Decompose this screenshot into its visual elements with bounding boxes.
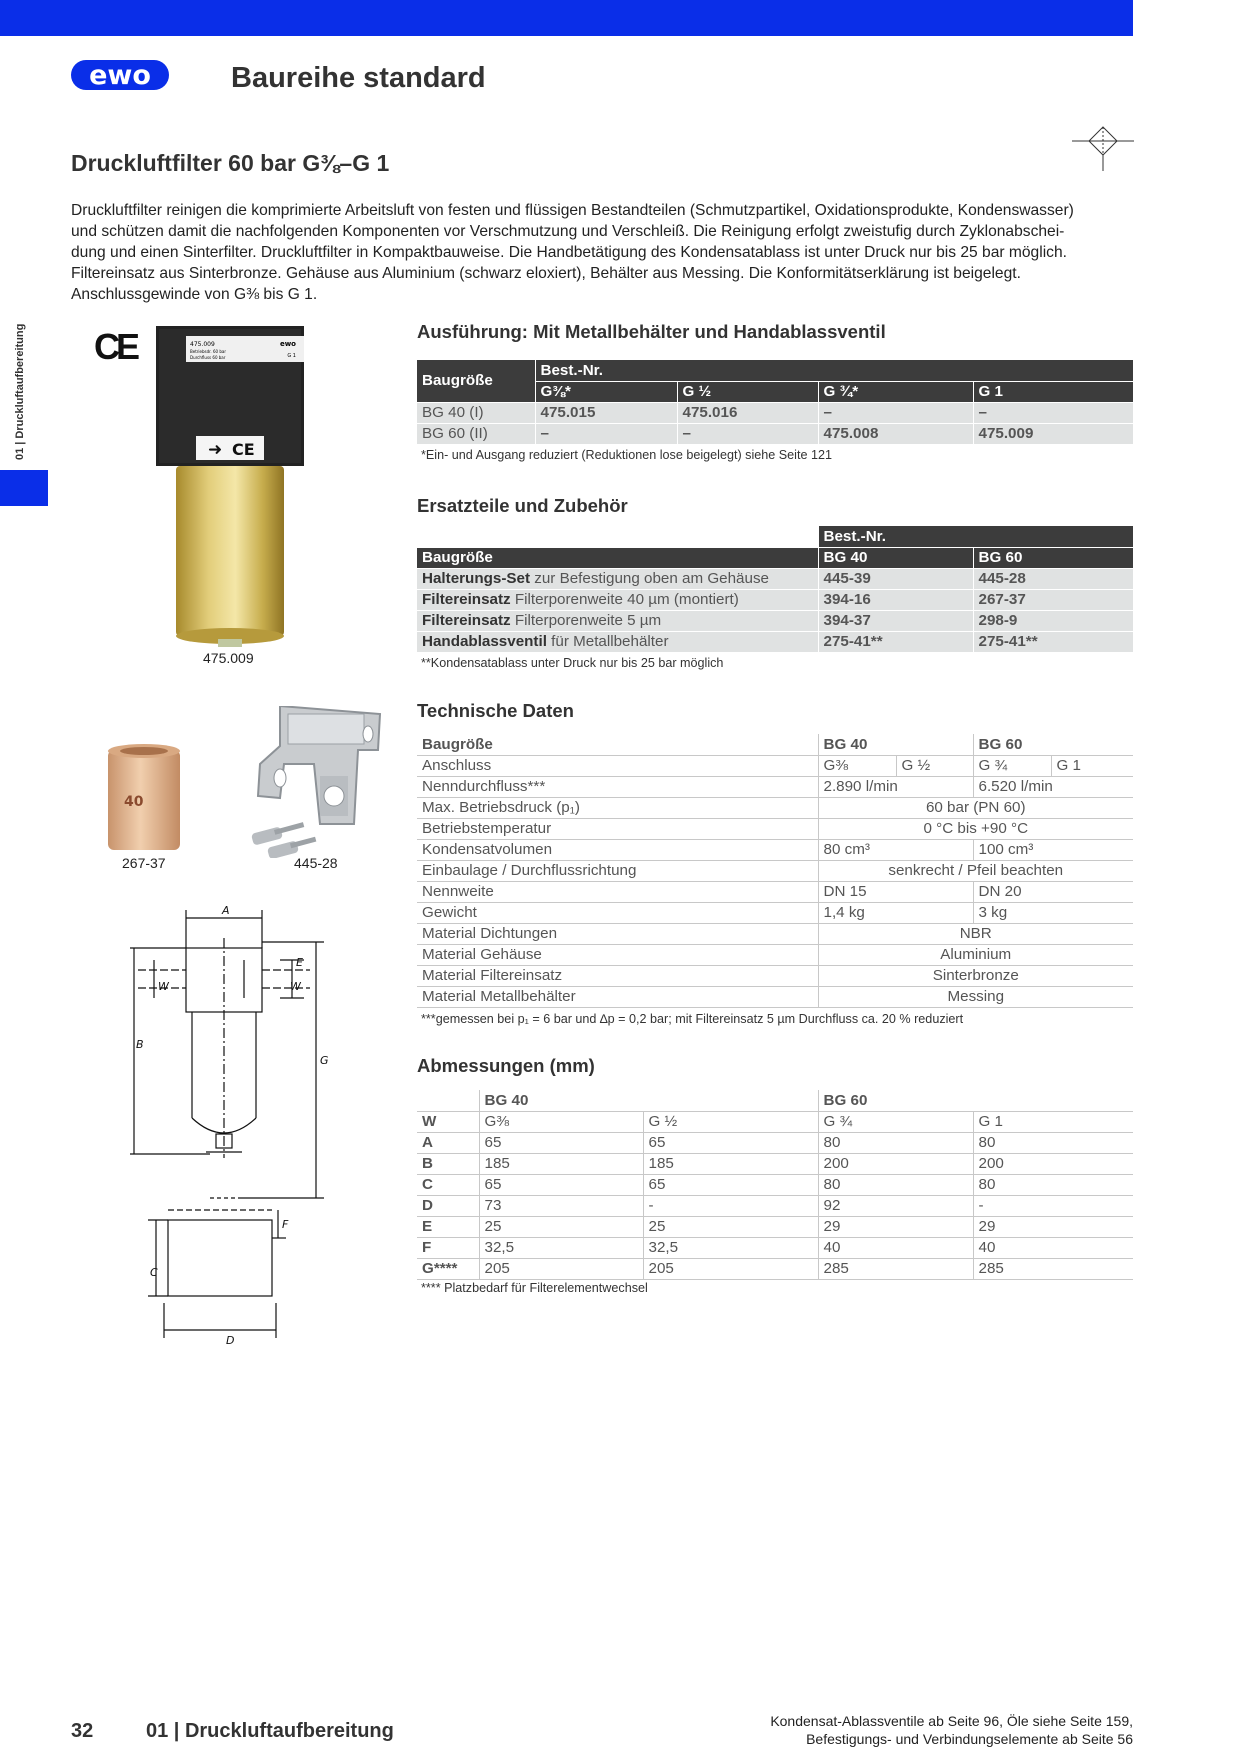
- dimension-label: F: [417, 1237, 479, 1258]
- table-row: [417, 1195, 1133, 1216]
- dimension-value: 25: [479, 1216, 643, 1237]
- table-row: [417, 1237, 1133, 1258]
- dimension-label: W: [417, 1111, 479, 1132]
- table-row: [417, 1111, 1133, 1132]
- filter-label-text: Durchfluss 60 bar: [190, 355, 226, 360]
- tech-label: Material Filtereinsatz: [417, 965, 818, 986]
- table-row: [417, 944, 1133, 965]
- ersatzteile-table: [417, 526, 1133, 653]
- order-cell: 445-28: [973, 568, 1133, 589]
- dimension-label: B: [417, 1153, 479, 1174]
- part-desc: Filterporenweite 5 µm: [514, 612, 662, 629]
- dimension-value: 205: [479, 1258, 643, 1279]
- dimension-value: 200: [973, 1153, 1133, 1174]
- table-row: [417, 423, 1133, 444]
- ersatzteile-note: **Kondensatablass unter Druck nur bis 25 bar möglich: [421, 656, 724, 670]
- description-line: Filtereinsatz aus Sinterbronze. Gehäuse aus Aluminium (schwarz eloxiert), Behälter aus Messing. Die Konformitätserklärung ist beigelegt.: [71, 265, 1021, 282]
- table-row: [417, 986, 1133, 1007]
- dimension-label-w: W: [158, 980, 169, 993]
- dimension-label: D: [417, 1195, 479, 1216]
- footer-chapter: 01 | Druckluftaufbereitung: [146, 1720, 394, 1742]
- abmessungen-note: **** Platzbedarf für Filterelementwechsel: [421, 1281, 648, 1295]
- tech-label: Material Metallbehälter: [417, 986, 818, 1007]
- ausfuehrung-note: *Ein- und Ausgang reduziert (Reduktionen lose beigelegt) siehe Seite 121: [421, 448, 832, 462]
- thread-header: G ¾*: [818, 381, 973, 402]
- tech-value: 3 kg: [973, 902, 1133, 923]
- dimension-label-a: A: [222, 904, 230, 917]
- dimension-label: C: [417, 1174, 479, 1195]
- col-bg40-header: BG 40: [818, 734, 973, 755]
- dimension-label-e: E: [296, 956, 303, 969]
- filter-image-caption: 475.009: [203, 650, 254, 666]
- order-cell: 275-41**: [818, 631, 973, 652]
- dimension-value: G ¾: [818, 1111, 973, 1132]
- part-desc: für Metallbehälter: [551, 633, 669, 650]
- filter-arrow: ➜: [208, 440, 223, 460]
- part-name: Filtereinsatz: [422, 591, 511, 608]
- order-cell: 475.008: [818, 423, 973, 444]
- dimension-value: 25: [643, 1216, 818, 1237]
- thread-header: G 1: [973, 381, 1133, 402]
- order-cell: 475.016: [677, 402, 818, 423]
- tech-value: G 1: [1051, 755, 1133, 776]
- dimension-label-w: W: [290, 980, 301, 993]
- side-chapter-marker: [0, 470, 48, 506]
- description-line: dung und einen Sinterfilter. Druckluftfilter in Kompaktbauweise. Die Handbetätigung des Kondensatablass ist unter Druck nur bis 25 bar möglich.: [71, 244, 1067, 261]
- col-bg40-header: BG 40: [479, 1090, 818, 1111]
- page-number: 32: [71, 1720, 94, 1742]
- table-row: [417, 1258, 1133, 1279]
- dimension-label-d: D: [226, 1334, 235, 1347]
- tech-value: 0 °C bis +90 °C: [818, 818, 1133, 839]
- dimension-label: G****: [417, 1258, 479, 1279]
- dimension-value: G 1: [973, 1111, 1133, 1132]
- order-cell: 475.015: [535, 402, 677, 423]
- order-cell: 275-41**: [973, 631, 1133, 652]
- dimension-value: 32,5: [643, 1237, 818, 1258]
- dimension-value: 65: [479, 1132, 643, 1153]
- order-cell: –: [973, 402, 1133, 423]
- dimension-value: -: [643, 1195, 818, 1216]
- technik-heading: Technische Daten: [417, 700, 574, 721]
- tech-value: G⅜: [818, 755, 896, 776]
- table-header-row: [417, 526, 1133, 547]
- dimension-value: 32,5: [479, 1237, 643, 1258]
- table-row: [417, 1174, 1133, 1195]
- dimension-value: 29: [818, 1216, 973, 1237]
- dimension-value: 92: [818, 1195, 973, 1216]
- ce-mark: CE: [94, 326, 137, 367]
- tech-label: Gewicht: [417, 902, 818, 923]
- dimension-value: 65: [643, 1174, 818, 1195]
- filter-symbol-icon: [1072, 125, 1134, 171]
- table-row: [417, 1216, 1133, 1237]
- product-description: [71, 200, 1133, 305]
- part-name: Handablassventil: [422, 633, 547, 650]
- tech-value: DN 15: [818, 881, 973, 902]
- technik-table: [417, 734, 1133, 1008]
- table-row: [417, 1132, 1133, 1153]
- dimension-value: 200: [818, 1153, 973, 1174]
- order-cell: 445-39: [818, 568, 973, 589]
- table-row: [417, 755, 1133, 776]
- tech-value: 100 cm³: [973, 839, 1133, 860]
- tech-label: Baugröße: [417, 734, 818, 755]
- table-row: [417, 402, 1133, 423]
- tech-value: 6.520 l/min: [973, 776, 1133, 797]
- abmessungen-heading: Abmessungen (mm): [417, 1055, 595, 1076]
- dimension-value: 285: [973, 1258, 1133, 1279]
- dimension-drawing: [130, 898, 370, 1348]
- dimension-label: A: [417, 1132, 479, 1153]
- dimension-label-b: B: [136, 1038, 144, 1051]
- tech-value: senkrecht / Pfeil beachten: [818, 860, 1133, 881]
- dimension-value: 285: [818, 1258, 973, 1279]
- size-cell: BG 60 (II): [417, 423, 535, 444]
- col-size-header: Baugröße: [417, 547, 818, 568]
- tech-label: Kondensatvolumen: [417, 839, 818, 860]
- dimension-value: 29: [973, 1216, 1133, 1237]
- col-bg60-header: BG 60: [818, 1090, 1133, 1111]
- dimension-value: 80: [973, 1174, 1133, 1195]
- tech-value: G ½: [896, 755, 973, 776]
- filter-label-thread: G 1: [287, 353, 296, 359]
- tech-value: 2.890 l/min: [818, 776, 973, 797]
- filter-label-text: 475.009: [190, 341, 215, 348]
- table-row: [417, 881, 1133, 902]
- part-name: Filtereinsatz: [422, 612, 511, 629]
- dimension-value: 73: [479, 1195, 643, 1216]
- table-row: [417, 568, 1133, 589]
- ausfuehrung-table: [417, 360, 1133, 445]
- filter-label-brand: ewo: [279, 340, 296, 348]
- dimension-value: 80: [818, 1174, 973, 1195]
- description-line: Anschlussgewinde von G⅜ bis G 1.: [71, 286, 318, 303]
- description-line: und schützen damit die nachfolgenden Komponenten vor Verschmutzung und Verschleiß. Die Reinigung erfolgt zweistufig durch Zyklonabschei-: [71, 223, 1065, 240]
- order-cell: –: [535, 423, 677, 444]
- dimension-label-c: C: [150, 1266, 158, 1279]
- order-cell: –: [818, 402, 973, 423]
- dimension-value: 65: [643, 1132, 818, 1153]
- table-row: [417, 818, 1133, 839]
- dimension-label-f: F: [282, 1218, 289, 1231]
- table-row: [417, 965, 1133, 986]
- table-row: [417, 1153, 1133, 1174]
- table-row: [417, 923, 1133, 944]
- filter-product-image: [156, 326, 304, 650]
- side-chapter-label: 01 | Druckluftaufbereitung: [14, 323, 26, 460]
- logo-text: ewo: [89, 60, 151, 91]
- footer-ref-line: Kondensat-Ablassventile ab Seite 96, Öle siehe Seite 159,: [770, 1713, 1133, 1729]
- ewo-logo: [71, 58, 169, 92]
- ausfuehrung-heading: Ausführung: Mit Metallbehälter und Handablassventil: [417, 321, 886, 342]
- filter-label-text: Betriebsdr. 60 bar: [190, 349, 226, 354]
- order-cell: –: [677, 423, 818, 444]
- tech-value: G ¾: [973, 755, 1051, 776]
- size-cell: BG 40 (I): [417, 402, 535, 423]
- element-image-caption: 267-37: [122, 855, 166, 871]
- tech-value: Sinterbronze: [818, 965, 1133, 986]
- dimension-value: G ½: [643, 1111, 818, 1132]
- part-desc: zur Befestigung oben am Gehäuse: [534, 570, 769, 587]
- table-header-row: [417, 1090, 1133, 1111]
- dimension-value: 40: [973, 1237, 1133, 1258]
- order-cell: 475.009: [973, 423, 1133, 444]
- dimension-value: 185: [643, 1153, 818, 1174]
- tech-value: 80 cm³: [818, 839, 973, 860]
- thread-header: G ½: [677, 381, 818, 402]
- table-row: [417, 776, 1133, 797]
- tech-value: Messing: [818, 986, 1133, 1007]
- dimension-value: 65: [479, 1174, 643, 1195]
- tech-label: Betriebstemperatur: [417, 818, 818, 839]
- table-row: [417, 839, 1133, 860]
- element-marking: 40: [124, 794, 144, 810]
- tech-label: Material Dichtungen: [417, 923, 818, 944]
- tech-value: DN 20: [973, 881, 1133, 902]
- table-row: [417, 860, 1133, 881]
- filter-element-image: [108, 744, 180, 856]
- col-bg60-header: BG 60: [973, 547, 1133, 568]
- col-bg60-header: BG 60: [973, 734, 1133, 755]
- footer-ref-line: Befestigungs- und Verbindungselemente ab Seite 56: [806, 1731, 1133, 1747]
- tech-value: 1,4 kg: [818, 902, 973, 923]
- order-cell: 394-16: [818, 589, 973, 610]
- tech-value: 60 bar (PN 60): [818, 797, 1133, 818]
- table-row: [417, 610, 1133, 631]
- product-title: Druckluftfilter 60 bar G⅜–G 1: [71, 150, 390, 176]
- bracket-image: [250, 706, 384, 858]
- dimension-value: 80: [818, 1132, 973, 1153]
- footer-references: [633, 1712, 1133, 1748]
- order-cell: 298-9: [973, 610, 1133, 631]
- dimension-value: 185: [479, 1153, 643, 1174]
- order-cell: 394-37: [818, 610, 973, 631]
- order-cell: 267-37: [973, 589, 1133, 610]
- tech-label: Anschluss: [417, 755, 818, 776]
- col-order-header: Best.-Nr.: [818, 526, 1133, 547]
- tech-label: Max. Betriebsdruck (p₁): [417, 797, 818, 818]
- dimension-value: G⅜: [479, 1111, 643, 1132]
- table-row: [417, 589, 1133, 610]
- table-header-row: [417, 734, 1133, 755]
- dimension-value: 205: [643, 1258, 818, 1279]
- thread-header: G⅜*: [535, 381, 677, 402]
- table-row: [417, 797, 1133, 818]
- tech-label: Material Gehäuse: [417, 944, 818, 965]
- table-header-row: [417, 547, 1133, 568]
- technik-note: ***gemessen bei p₁ = 6 bar und ∆p = 0,2 bar; mit Filtereinsatz 5 µm Durchfluss ca. 20 % reduziert: [421, 1012, 964, 1026]
- bracket-image-caption: 445-28: [294, 855, 338, 871]
- tech-value: Aluminium: [818, 944, 1133, 965]
- part-name: Halterungs-Set: [422, 570, 531, 587]
- col-size-header: Baugröße: [417, 360, 535, 402]
- series-title: Baureihe standard: [231, 62, 486, 94]
- dimension-label-g: G: [320, 1054, 329, 1067]
- dimension-value: 40: [818, 1237, 973, 1258]
- tech-label: Einbaulage / Durchflussrichtung: [417, 860, 818, 881]
- tech-label: Nennweite: [417, 881, 818, 902]
- tech-value: NBR: [818, 923, 1133, 944]
- col-bg40-header: BG 40: [818, 547, 973, 568]
- table-header-row: [417, 360, 1133, 381]
- ersatzteile-heading: Ersatzteile und Zubehör: [417, 495, 628, 516]
- top-brand-bar: [0, 0, 1133, 36]
- dimension-label: E: [417, 1216, 479, 1237]
- filter-ce-mark: CE: [232, 440, 255, 459]
- dimension-value: 80: [973, 1132, 1133, 1153]
- abmessungen-table: [417, 1090, 1133, 1280]
- part-desc: Filterporenweite 40 µm (montiert): [514, 591, 739, 608]
- col-order-header: Best.-Nr.: [535, 360, 1133, 381]
- tech-label: Nenndurchfluss***: [417, 776, 818, 797]
- dimension-value: -: [973, 1195, 1133, 1216]
- table-row: [417, 902, 1133, 923]
- description-line: Druckluftfilter reinigen die komprimierte Arbeitsluft von festen und flüssigen Bestandteilen (Schmutzpartikel, Oxidationsprodukte, Kondenswasser): [71, 202, 1074, 219]
- table-row: [417, 631, 1133, 652]
